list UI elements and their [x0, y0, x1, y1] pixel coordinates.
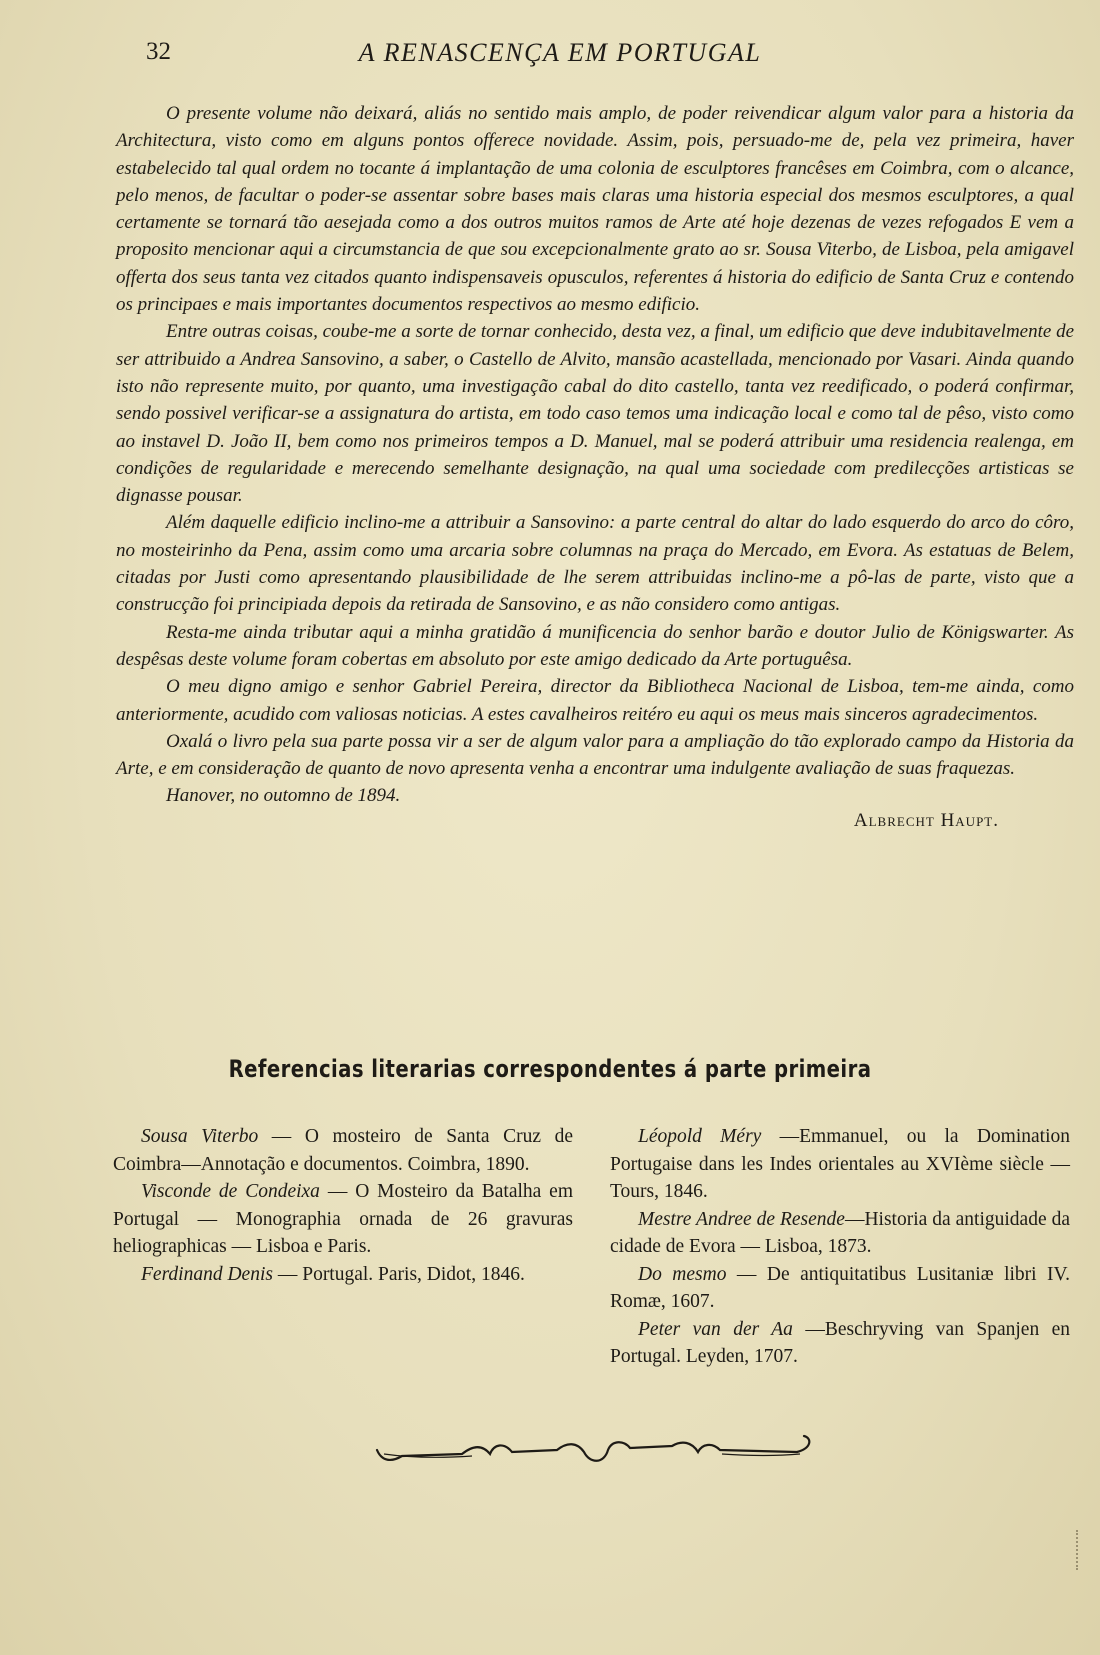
- reference-text: —Historia da antiguidade da cidade de Evora — Lisboa, 1873.: [610, 1208, 1070, 1257]
- reference-entry: [610, 1206, 1070, 1261]
- references-left-column: [113, 1123, 573, 1288]
- references-right-column: [610, 1123, 1070, 1371]
- author-signature: Albrecht Haupt.: [853, 810, 999, 832]
- running-title: A RENASCENÇA EM PORTUGAL: [358, 38, 762, 67]
- preface-paragraph: O meu digno amigo e senhor Gabriel Pereira, director da Bibliotheca Nacional de Lisboa, tem-me ainda, como anteriormente, acudido com valiosas noticias. A estes cavalheiros reitéro eu aqui os meus mais sinceros agradecimentos.: [116, 676, 1074, 725]
- preface-text: [116, 100, 1074, 836]
- place-date: Hanover, no outomno de 1894.: [166, 785, 401, 807]
- reference-entry: [610, 1316, 1070, 1371]
- reference-entry: [113, 1123, 573, 1178]
- reference-author: Léopold Méry: [638, 1126, 762, 1147]
- reference-entry: [610, 1261, 1070, 1316]
- page-header: [140, 38, 980, 78]
- reference-text: —Beschryving van Spanjen en Portugal. Leyden, 1707.: [610, 1318, 1071, 1367]
- ornament-flourish-icon: [372, 1432, 822, 1472]
- signature-block: [116, 782, 1074, 836]
- preface-paragraph: Oxalá o livro pela sua parte possa vir a ser de algum valor para a ampliação do tão explorado campo da Historia da Arte, e em consideração de quanto de novo apresenta venha a encontrar uma indulgente avaliação de suas fraquezas.: [116, 730, 1074, 780]
- reference-text: — O mosteiro de Santa Cruz de Coimbra—Annotação e documentos. Coimbra, 1890.: [113, 1126, 573, 1175]
- preface-paragraph: Entre outras coisas, coube-me a sorte de tornar conhecido, desta vez, a final, um edificio que deve indubitavelmente de ser attribuido a Andrea Sansovino, a saber, o Castello de Alvito, mansão acastellada, mencionado por Vasari. Ainda quando isto não represente muito, por quanto, uma investigação cabal do dito castello, tanta vez reedificado, o poderá confirmar, sendo possivel verificar-se a assignatura do artista, em todo caso temos uma indicação local e como tal de pêso, visto como ao instavel D. João II, bem como nos primeiros tempos a D. Manuel, mal se poderá attribuir uma residencia realenga, em condições de regularidade e merecendo semelhante designação, na qual uma sociedade com predilecções artisticas se dignasse pousar.: [116, 321, 1074, 507]
- reference-entry: [610, 1123, 1070, 1206]
- reference-text: — Portugal. Paris, Didot, 1846.: [272, 1263, 525, 1285]
- references: [113, 1123, 1076, 1383]
- reference-author: Ferdinand Denis: [141, 1263, 273, 1285]
- reference-author: Sousa Viterbo: [141, 1126, 259, 1147]
- reference-text: —Emmanuel, ou la Domination Portugaise dans les Indes orientales au XVIème siècle — Tours, 1846.: [610, 1126, 1070, 1202]
- preface-paragraph: O presente volume não deixará, aliás no sentido mais amplo, de poder reivendicar algum valor para a historia da Architectura, visto como em alguns pontos offerece novidade. Assim, pois, persuado-me de, pela vez primeira, haver estabelecido tal qual ordem no tocante á implantação de uma colonia de esculptores francêses em Coimbra, com o alcance, pelo menos, de facultar o poder-se assentar sobre bases mais claras uma historia especial dos mesmos esculptores, a qual certamente se tornará tão aesejada como a dos outros muitos ramos de Arte até hoje dezenas de vezes refogados E vem a proposito mencionar aqui a circumstancia de que sou excepcionalmente grato ao sr. Sousa Viterbo, de Lisboa, pela amigavel offerta dos seus tanta vez citados quanto indispensaveis opusculos, referentes á historia do edificio de Santa Cruz e contendo os principaes e mais importantes documentos respectivos ao mesmo edificio.: [116, 103, 1074, 316]
- reference-author: Mestre Andree de Resende: [638, 1208, 845, 1230]
- preface-paragraph: Além daquelle edificio inclino-me a attribuir a Sansovino: a parte central do altar do lado esquerdo do arco do côro, no mosteirinho da Pena, assim como uma arcaria sobre columnas na praça do Mercado, em Evora. As estatuas de Belem, citadas por Justi como apresentando plausibilidade de lhe serem attribuidas inclino-me a pô-las de parte, visto que a construcção foi principiada depois da retirada de Sansovino, e as não considero como antigas.: [116, 512, 1074, 616]
- section-heading: Referencias literarias correspondentes á parte primeira: [228, 1055, 872, 1083]
- page-number: 32: [146, 38, 171, 65]
- reference-author: Do mesmo: [638, 1263, 727, 1285]
- reference-entry: [113, 1178, 573, 1261]
- preface-paragraph: Resta-me ainda tributar aqui a minha gratidão á munificencia do senhor barão e doutor Julio de Königswarter. As despêsas deste volume foram cobertas em absoluto por este amigo dedicado da Arte portuguêsa.: [116, 621, 1074, 670]
- page-edge-mark: [1076, 1530, 1092, 1570]
- reference-entry: [113, 1261, 573, 1289]
- reference-author: Visconde de Condeixa: [141, 1181, 320, 1202]
- reference-author: Peter van der Aa: [638, 1318, 793, 1340]
- reference-text: — De antiquitatibus Lusitaniæ libri IV. Romæ, 1607.: [610, 1263, 1070, 1312]
- reference-text: — O Mosteiro da Batalha em Portugal — Monographia ornada de 26 gravuras heliographicas — Lisboa e Paris.: [113, 1181, 574, 1257]
